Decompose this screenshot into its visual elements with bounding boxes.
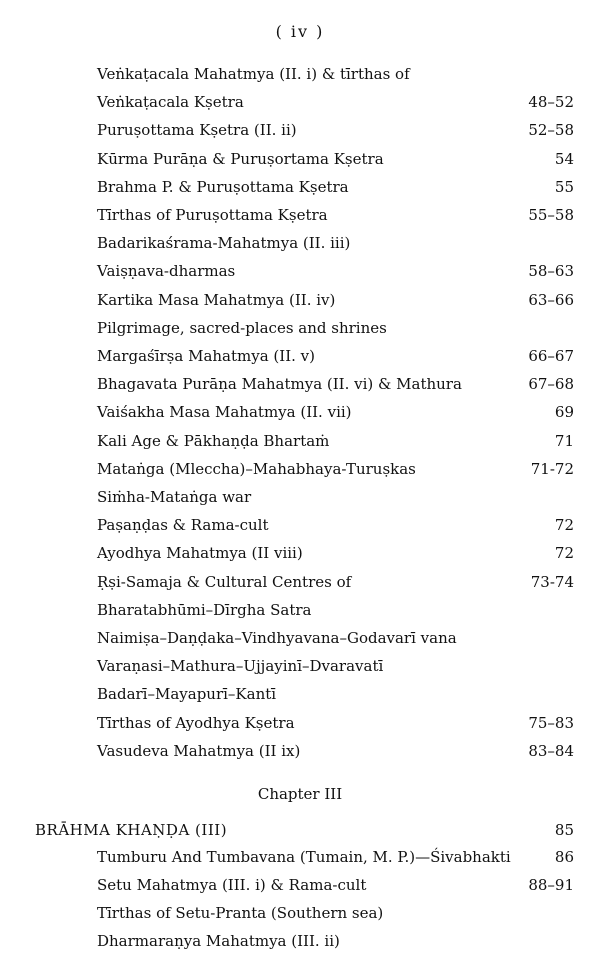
toc-entry: [0, 485, 600, 509]
toc-entry: [0, 901, 600, 925]
toc-entry: [0, 570, 600, 594]
toc-entry-title: Tīrthas of Setu-Pranta (Southern sea): [97, 904, 384, 922]
toc-entry: [0, 203, 600, 227]
toc-entry-title: Varaṇasi–Mathura–Ujjayinī–Dvaravatī: [97, 657, 384, 676]
toc-entry-title: Pilgrimage, sacred-places and shrines: [97, 318, 387, 337]
toc-entry: [0, 259, 600, 283]
toc-entry: [0, 598, 600, 622]
section-heading-pages: 85: [554, 821, 574, 839]
toc-entry-title: Badarī–Mayapurī–Kantī: [97, 685, 277, 704]
toc-entry-title: Veṅkaṭacala Kṣetra: [97, 93, 244, 112]
toc-entry-pages: 75–83: [528, 713, 574, 732]
toc-entry-title: Naimiṣa–Daṇḍaka–Vindhyavana–Godavarī vana: [97, 629, 457, 647]
toc-entry-title: Margaśīrṣa Mahatmya (II. v): [97, 347, 315, 365]
toc-entry: [0, 316, 600, 340]
toc-entry-title: Tīrthas of Ayodhya Kṣetra: [97, 713, 295, 732]
toc-entry-title: Veṅkaṭacala Mahatmya (II. i) & tīrthas of: [97, 65, 410, 83]
toc-entry-title: Tīrthas of Puruṣottama Kṣetra: [97, 206, 328, 224]
toc-entry-pages: 73-74: [530, 572, 574, 591]
toc-entry: [0, 118, 600, 142]
toc-entry: [0, 654, 600, 678]
toc-entry-pages: 71-72: [530, 459, 574, 478]
toc-entry-title: Puruṣottama Kṣetra (II. ii): [97, 121, 297, 140]
toc-entry-title: Paṣaṇḍas & Rama-cult: [97, 516, 269, 535]
toc-entry-pages: 52–58: [528, 121, 574, 140]
chapter-heading: Chapter III: [257, 785, 343, 803]
toc-entry: [0, 288, 600, 312]
toc-entry-title: Tumburu And Tumbavana (Tumain, M. P.)—Śivabhakti: [97, 848, 511, 866]
toc-entry-title: Ayodhya Mahatmya (II viii): [97, 544, 303, 563]
toc-entry-title: Kali Age & Pākhaṇḍa Bhartaṁ: [97, 431, 330, 450]
toc-entry-pages: 66–67: [528, 347, 574, 365]
toc-entry: [0, 62, 600, 86]
toc-entry: [0, 175, 600, 199]
toc-entry-title: Badarikaśrama-Mahatmya (II. iii): [97, 234, 351, 253]
toc-entry-pages: 72: [554, 516, 574, 535]
page-number: ( iv ): [275, 22, 325, 41]
toc-entry: [0, 457, 600, 481]
toc-entry-pages: 71: [554, 431, 574, 450]
toc-entry-title: Ṛṣi-Samaja & Cultural Centres of: [97, 572, 352, 591]
toc-entry-title: Bhagavata Purāṇa Mahatmya (II. vi) & Mathura: [97, 375, 462, 394]
toc-entry-title: Vaiṣṇava-dharmas: [97, 262, 236, 281]
toc-entry-pages: 72: [554, 544, 574, 563]
toc-entry-pages: 55: [554, 177, 574, 196]
toc-entry: [0, 929, 600, 953]
toc-entry-title: Kartika Masa Mahatmya (II. iv): [97, 290, 336, 309]
toc-entry-pages: 67–68: [528, 375, 574, 394]
toc-entry: [0, 626, 600, 650]
toc-entry-pages: 83–84: [528, 741, 574, 760]
toc-entry: [0, 90, 600, 114]
toc-entry-title: Kūrma Purāṇa & Puruṣortama Kṣetra: [97, 149, 384, 168]
toc-entry: [0, 344, 600, 368]
toc-entry: [0, 147, 600, 171]
toc-entry-pages: 88–91: [528, 876, 574, 894]
toc-entry-title: Dharmaraṇya Mahatmya (III. ii): [97, 932, 340, 950]
toc-entry-title: Vaiśakha Masa Mahatmya (II. vii): [97, 403, 352, 422]
toc-entry-pages: 55–58: [528, 206, 574, 224]
toc-entry: [0, 400, 600, 424]
toc-entry: [0, 739, 600, 763]
toc-entry-pages: 86: [554, 848, 574, 866]
toc-entry-title: Setu Mahatmya (III. i) & Rama-cult: [97, 876, 367, 894]
toc-entry: [0, 429, 600, 453]
toc-entry-pages: 58–63: [528, 262, 574, 281]
toc-entry: [0, 513, 600, 537]
toc-entry-pages: 63–66: [528, 290, 574, 309]
toc-entry: [0, 711, 600, 735]
toc-entry: [0, 231, 600, 255]
toc-entry-title: Brahma P. & Puruṣottama Kṣetra: [97, 177, 349, 196]
toc-entry-title: Siṁha-Mataṅga war: [97, 488, 252, 506]
toc-entry: [0, 682, 600, 706]
toc-entry-pages: 69: [554, 403, 574, 422]
toc-entry-pages: 54: [554, 149, 574, 168]
toc-entry-title: Bharatabhūmi–Dīrgha Satra: [97, 600, 312, 619]
section-heading-title: BRĀHMA KHAṆḌA (III): [35, 821, 228, 839]
toc-entry: [0, 372, 600, 396]
toc-entry: [0, 541, 600, 565]
toc-entry-title: Mataṅga (Mleccha)–Mahabhaya-Turuṣkas: [97, 459, 416, 478]
toc-entry-title: Vasudeva Mahatmya (II ix): [97, 741, 301, 760]
section-heading-row: [0, 818, 600, 842]
toc-entry: [0, 873, 600, 897]
toc-entry-pages: 48–52: [528, 93, 574, 112]
toc-entry: [0, 845, 600, 869]
